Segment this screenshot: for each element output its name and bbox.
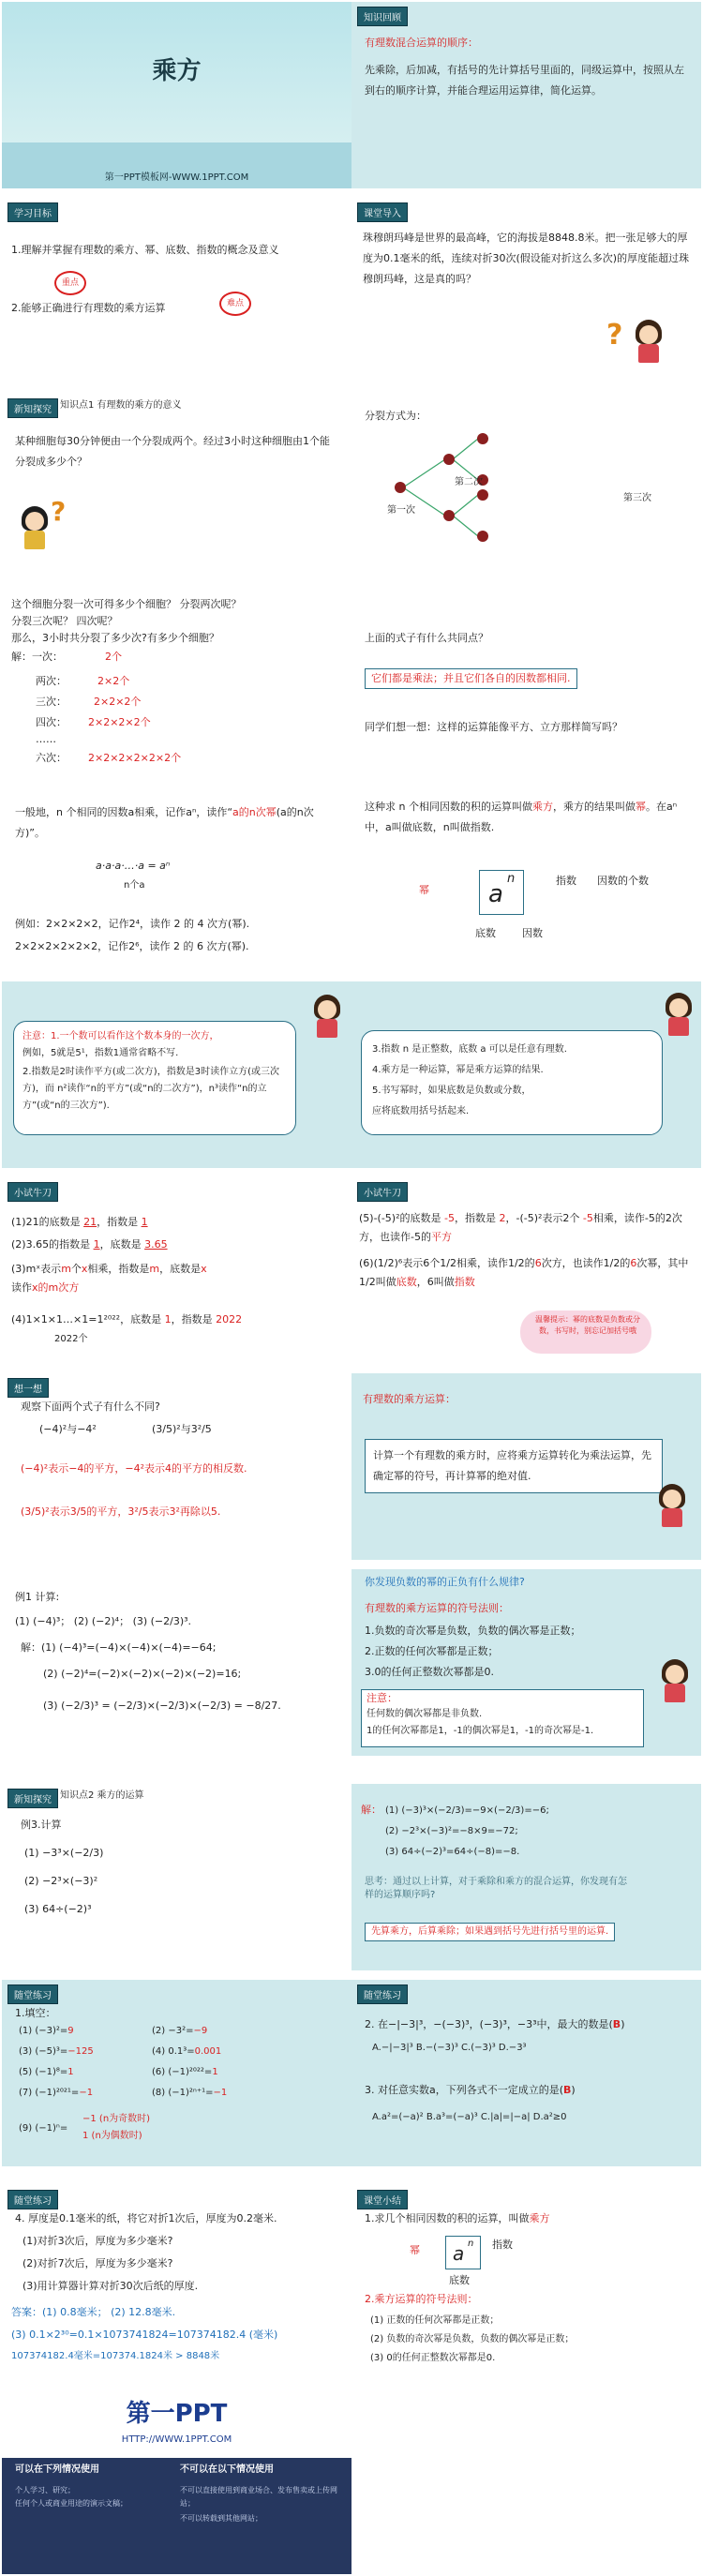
slide-think xyxy=(2,1373,352,1560)
q6-answer-c: 底数 xyxy=(396,1276,417,1288)
fill-4-a: 0.001 xyxy=(194,2046,222,2057)
fill-4-q: (4) 0.1³= xyxy=(152,2046,195,2057)
q5-text-d: 相乘，读作-5的2次方，也读作-5的 xyxy=(359,1212,682,1243)
q5-text: (5)-(-5)²的底数是 xyxy=(359,1212,441,1224)
q5-answer: -5 xyxy=(444,1212,455,1224)
calc-row-0: 解：一次： xyxy=(11,651,63,663)
mc-q3-options: A.a²=(−a)² B.a³=(−a)³ C.|a|=|−a| D.a²≥0 xyxy=(372,2112,567,2122)
intro-body: 珠穆朗玛峰是世界的最高峰，它的海拔是8848.8米。把一张足够大的厚度为0.1毫米的纸，连续对折30次(假设能对折这么多次)的厚度能超过珠穆朗玛峰，这是真的吗？ xyxy=(363,232,690,285)
division-title: 分裂方式为： xyxy=(365,410,426,422)
slide-division xyxy=(352,394,701,580)
q3-answer: m xyxy=(61,1263,71,1275)
slide-review xyxy=(352,2,701,188)
fill-3-a: −125 xyxy=(67,2046,94,2057)
slide-tag: 知识回顾 xyxy=(357,7,408,26)
mc-q2-end: ) xyxy=(621,2018,625,2030)
ex3-q3: (3) 64÷(−2)³ xyxy=(24,1903,92,1915)
common-answer: 它们都是乘法；并且它们各自的因数都相同. xyxy=(365,668,577,689)
calc-val-3: 2×2×2×2个 xyxy=(88,716,151,728)
slide-practice-2 xyxy=(352,1177,701,1364)
slide-tag: 随堂练习 xyxy=(7,1984,58,2004)
calc-line-3: 那么，3小时共分裂了多少次?有多少个细胞？ xyxy=(11,632,219,644)
sign-note-label: 注意： xyxy=(366,1692,397,1704)
label-second: 第二次 xyxy=(455,477,483,487)
division-tree xyxy=(352,394,701,580)
end-col-1: 可以在下列情况使用 xyxy=(15,2464,99,2475)
fill-7 xyxy=(19,2087,93,2100)
fold-answer: 答案：(1) 0.8毫米； (2) 12.8毫米. xyxy=(11,2306,176,2318)
question-mark: ? xyxy=(51,496,67,527)
note-line-4: 应将底数用括号括起来. xyxy=(372,1106,470,1116)
slide-power xyxy=(352,786,701,972)
example-title: 例1 计算: xyxy=(15,1591,60,1603)
calc-line-1: 这个细胞分裂一次可得多少个细胞？ 分裂两次呢？ xyxy=(11,598,242,610)
sol-1: (1) (−3)³×(−2/3)=−9×(−2/3)=−6; xyxy=(385,1805,549,1816)
summary-label-zhishu: 指数 xyxy=(492,2239,513,2251)
power-text-a: 这种求 n 个相同因数的积的运算叫做 xyxy=(365,801,532,813)
slide-sign-rule xyxy=(352,1569,701,1756)
fill-9: (9) (−1)ⁿ= xyxy=(19,2123,68,2134)
q6-text-c: 次幂，其中1/2叫做 xyxy=(359,1257,689,1288)
girl-illustration xyxy=(659,1659,691,1704)
rule-title: 有理数的乘方运算： xyxy=(363,1393,456,1405)
q4-answer: 1 xyxy=(164,1313,172,1325)
q6-answer-b: 6 xyxy=(630,1257,637,1269)
end-url: HTTP://WWW.1PPT.COM xyxy=(121,2434,232,2445)
practice-q1 xyxy=(11,1215,148,1230)
review-heading: 有理数混合运算的顺序： xyxy=(365,37,478,49)
fill-1 xyxy=(19,2025,74,2038)
think-expr-1: (−4)²与−4² xyxy=(39,1423,97,1435)
think-answer-2: (3/5)²表示3/5的平方，3²/5表示3²再除以5. xyxy=(21,1505,221,1518)
end-col-2a: 不可以直接使用到商业场合、发布售卖或上传网站； xyxy=(180,2486,337,2508)
goal-1: 1.理解并掌握有理数的乘方、幂、底数、指数的概念及意义 xyxy=(11,244,279,256)
power-text-e: 。在aⁿ中，a叫做底数，n叫做指数. xyxy=(365,801,678,833)
power-text-b: 乘方 xyxy=(531,801,553,813)
fill-8-q: (8) (−1)²ⁿ⁺¹= xyxy=(152,2088,214,2098)
sol-3: (3) 64÷(−2)³=64÷(−8)=−8. xyxy=(385,1847,520,1857)
fold-q2: (2)对折7次后，厚度为多少毫米? xyxy=(22,2257,173,2269)
mc-q3-end: ) xyxy=(571,2084,576,2096)
fill-2 xyxy=(152,2025,207,2038)
slide-rule xyxy=(352,1373,701,1560)
practice-brace: 2022个 xyxy=(54,1334,88,1344)
slide-tag: 想一想 xyxy=(7,1378,49,1398)
q1-text: (1)21的底数是 xyxy=(11,1216,81,1228)
fill-4 xyxy=(152,2045,221,2059)
slide-tag: 随堂练习 xyxy=(357,1984,408,2004)
q1-answer-b: 1 xyxy=(141,1216,148,1228)
q3-text: (3)mˣ表示 xyxy=(11,1263,62,1275)
q6-text: (6)(1/2)⁶表示6个1/2相乘，读作1/2的 xyxy=(359,1257,535,1269)
slide-calc xyxy=(2,590,352,776)
note-line-1: 3.指数 n 是正整数，底数 a 可以是任意有理数. xyxy=(372,1044,567,1055)
q2-text: (2)3.65的指数是 xyxy=(11,1238,91,1251)
common-think: 同学们想一想：这样的运算能像平方、立方那样简写吗？ xyxy=(365,721,622,733)
explore-sub: 知识点2 乘方的运算 xyxy=(60,1790,144,1801)
end-col-2b: 不可以转载到其他网站； xyxy=(180,2514,262,2523)
fill-9-a1: −1 (n为奇数时) xyxy=(82,2114,151,2124)
q5-text-b: ，指数是 xyxy=(454,1212,496,1224)
fill-3-q: (3) (−5)³= xyxy=(19,2046,68,2057)
sign-note-1: 任何数的偶次幂都是非负数. xyxy=(366,1709,483,1719)
calc-line-2: 分裂三次呢？ 四次呢？ xyxy=(11,615,118,627)
stamp-hard: 难点 xyxy=(219,292,251,316)
example-question: (1) (−4)³； (2) (−2)⁴； (3) (−2/3)³. xyxy=(15,1615,192,1627)
sign-rule-1: 1.负数的奇次幂是负数，负数的偶次幂是正数； xyxy=(365,1625,581,1637)
q5-answer-d: 平方 xyxy=(430,1231,452,1243)
end-logo: 第一PPT xyxy=(126,2400,228,2428)
fill-8 xyxy=(152,2087,227,2100)
fill-1-a: 9 xyxy=(67,2026,74,2036)
def-brace: n个a xyxy=(124,880,145,891)
sol-2: (2) −2³×(−3)²=−8×9=−72; xyxy=(385,1826,518,1836)
practice-q2 xyxy=(11,1237,168,1252)
ex3-title: 例3.计算 xyxy=(21,1819,62,1831)
fill-7-a: −1 xyxy=(79,2088,94,2098)
girl-illustration xyxy=(663,993,695,1038)
fold-answer-3b: 107374182.4毫米=107374.1824米 > 8848米 xyxy=(11,2351,220,2361)
summary-base: a xyxy=(453,2242,465,2265)
slide-note-2 xyxy=(352,981,701,1168)
explore-sub: 知识点1 有理数的乘方的意义 xyxy=(60,400,182,411)
ex3-q1: (1) −3³×(−2/3) xyxy=(24,1847,104,1859)
calc-val-1: 2×2个 xyxy=(97,675,130,687)
q5-text-c: ，-(-5)²表示2个 xyxy=(505,1212,580,1224)
q6-text-b: 次方，也读作1/2的 xyxy=(541,1257,631,1269)
end-col-1b: 任何个人或商业用途的演示文稿； xyxy=(15,2499,127,2508)
q4-text: (4)1×1×1…×1=1²⁰²²，底数是 xyxy=(11,1313,162,1325)
sign-rule-3: 3.0的任何正整数次幂都是0. xyxy=(365,1666,494,1678)
q5-answer-b: 2 xyxy=(499,1212,506,1224)
calc-row-ellipsis: …… xyxy=(36,733,56,745)
note-line-2: 4.乘方是一种运算，幂是乘方运算的结果. xyxy=(372,1065,544,1075)
q6-text-d: ，6叫做 xyxy=(416,1276,455,1288)
q3-text-d: ，底数是 xyxy=(159,1263,202,1275)
slide-tag: 新知探究 xyxy=(7,398,58,418)
sol-note: 思考：通过以上计算，对于乘除和乘方的混合运算，你发现有怎样的运算顺序吗? xyxy=(365,1877,627,1900)
def-example-1: 例如：2×2×2×2，记作2⁴，读作 2 的 4 次方(幂). xyxy=(15,918,250,930)
slide-tag: 新知探究 xyxy=(7,1789,58,1808)
explore-body: 某种细胞每30分钟便由一个分裂成两个。经过3小时这种细胞由1个能分裂成多少个？ xyxy=(15,435,330,468)
sol-banner: 先算乘方，后算乘除；如果遇到括号先进行括号里的运算. xyxy=(365,1923,615,1941)
q1-text-b: ，指数是 xyxy=(97,1216,139,1228)
q6-answer-d: 指数 xyxy=(454,1276,475,1288)
label-third: 第三次 xyxy=(623,493,651,503)
summary-label-dishu: 底数 xyxy=(449,2274,470,2286)
slide-tag: 小试牛刀 xyxy=(7,1182,58,1202)
q1-answer: 21 xyxy=(83,1216,97,1228)
tip-cloud-text: 温馨提示：幂的底数是负数或分数，书写时，别忘记加括号哦 xyxy=(535,1315,640,1335)
girl-illustration xyxy=(633,320,665,365)
slide-definition xyxy=(2,786,352,972)
mc-q2 xyxy=(365,2017,624,2032)
q2-answer: 1 xyxy=(93,1238,100,1251)
mc-q2-text: 2. 在−|−3|³，−(−3)³，(−3)³，−3³中，最大的数是( xyxy=(365,2018,613,2030)
calc-val-2: 2×2×2个 xyxy=(94,696,142,708)
q3-answer-d: x xyxy=(201,1263,207,1275)
slide-tag: 随堂练习 xyxy=(7,2190,58,2209)
slide-endcard xyxy=(2,2381,352,2574)
fill-9-a2: 1 (n为偶数时) xyxy=(82,2131,142,2141)
mc-q3 xyxy=(365,2083,576,2098)
def-formula: a·a·a·…·a = aⁿ xyxy=(96,860,171,872)
def-text-c: (a的n次方)”。 xyxy=(15,806,314,839)
girl-illustration xyxy=(311,995,343,1040)
q2-answer-b: 3.65 xyxy=(144,1238,168,1251)
summary-text-a: 1.求几个相同因数的积的运算，叫做 xyxy=(365,2212,530,2224)
slide-example-1 xyxy=(2,1569,352,1756)
slide-goals xyxy=(2,198,352,384)
review-body: 先乘除，后加减，有括号的先计算括号里面的，同级运算中，按照从左到右的顺序计算，并能合理运用运算律，简化运算。 xyxy=(365,64,684,97)
end-col-1a: 个人学习、研究； xyxy=(15,2486,75,2494)
summary-label-mi: 幂 xyxy=(410,2244,420,2256)
fold-question: 4. 厚度是0.1毫米的纸，将它对折1次后，厚度为0.2毫米. xyxy=(15,2212,277,2224)
calc-row-5: 六次： xyxy=(36,752,67,764)
power-label-mi: 幂 xyxy=(419,884,429,896)
slide-cover xyxy=(2,2,352,188)
power-label-dishu-r: 因数 xyxy=(522,927,543,939)
boy-illustration xyxy=(19,506,51,551)
power-exp: n xyxy=(507,872,516,886)
practice-q5 xyxy=(359,1209,696,1247)
slide-common xyxy=(352,590,701,776)
summary-exp: n xyxy=(468,2239,474,2249)
calc-row-3: 四次： xyxy=(36,716,67,728)
summary-title: 2.乘方运算的符号法则： xyxy=(365,2293,478,2305)
calc-val-5: 2×2×2×2×2×2个 xyxy=(88,752,182,764)
goal-2: 2.能够正确进行有理数的乘方运算 xyxy=(11,302,166,314)
slide-note-1 xyxy=(2,981,352,1168)
slide-summary xyxy=(352,2185,701,2372)
label-first: 第一次 xyxy=(387,505,415,516)
def-text-b: a的n次幂 xyxy=(232,806,277,818)
q2-text-b: ，底数是 xyxy=(99,1238,142,1251)
fold-q3: (3)用计算器计算对折30次后纸的厚度. xyxy=(22,2280,199,2292)
summary-rule-1: (1) 正数的任何次幂都是正数； xyxy=(370,2315,500,2326)
power-base: a xyxy=(488,880,503,908)
fill-2-a: −9 xyxy=(193,2026,208,2036)
slide-exercise-1 xyxy=(2,1980,352,2166)
cover-title: 乘方 xyxy=(152,57,202,85)
slide-solution-3 xyxy=(352,1784,701,1970)
def-line xyxy=(15,802,343,844)
summary-line-1 xyxy=(365,2211,550,2226)
note-line-3: 2.指数是2时读作平方(或二次方)，指数是3时读作立方(或三次方)，而 n²读作“n的平方”(或“n的二次方”)，n³读作“n的立方”(或“n的三次方”). xyxy=(22,1067,279,1111)
q3-text-e: 读作 xyxy=(11,1281,32,1294)
ex3-q2: (2) −2³×(−3)² xyxy=(24,1875,98,1887)
fill-1-q: (1) (−3)²= xyxy=(19,2026,68,2036)
fold-answer-3: (3) 0.1×2³⁰=0.1×1073741824=107374182.4 (毫米) xyxy=(11,2329,278,2341)
power-label-dishu: 底数 xyxy=(475,927,496,939)
stamp-key: 重点 xyxy=(54,271,86,295)
q4-answer-b: 2022 xyxy=(216,1313,243,1325)
slide-intro xyxy=(352,198,701,384)
rule-body: 计算一个有理数的乘方时，应将乘方运算转化为乘法运算，先确定幂的符号，再计算幂的绝对值. xyxy=(365,1439,663,1493)
example-step-1: 解：(1) (−4)³=(−4)×(−4)×(−4)=−64; xyxy=(21,1641,217,1654)
practice-q6 xyxy=(359,1254,696,1292)
think-answer-1: (−4)²表示−4的平方，−4²表示4的平方的相反数. xyxy=(21,1462,247,1475)
note-line-3: 5.书写幂时，如果底数是负数或分数， xyxy=(372,1086,531,1096)
power-label-zhishu: 指数 xyxy=(556,875,576,887)
slide-tag: 课堂小结 xyxy=(357,2190,408,2209)
q3-answer-c: m xyxy=(149,1263,160,1275)
note-line-1: 注意：1.一个数可以看作这个数本身的一次方， xyxy=(22,1031,219,1041)
girl-illustration xyxy=(656,1484,688,1529)
q3-text-b: 个 xyxy=(70,1263,82,1275)
q3-text-c: 相乘，指数是 xyxy=(87,1263,150,1275)
mc-q3-answer: B xyxy=(563,2084,572,2096)
sign-note-2: 1的任何次幂都是1，-1的偶次幂是1，-1的奇次幂是-1. xyxy=(366,1726,594,1736)
sign-title: 有理数的乘方运算的符号法则： xyxy=(365,1602,509,1614)
q3-answer-b: x xyxy=(81,1263,88,1275)
power-line xyxy=(365,797,693,838)
sign-rule-2: 2.正数的任何次幂都是正数； xyxy=(365,1645,499,1657)
note-line-2: 例如，5就是5¹，指数1通常省略不写. xyxy=(22,1048,179,1058)
fill-6 xyxy=(152,2066,218,2079)
q5-answer-c: -5 xyxy=(582,1212,593,1224)
q6-answer: 6 xyxy=(534,1257,542,1269)
slide-exercise-3 xyxy=(2,2185,352,2372)
def-example-2: 2×2×2×2×2×2，记作2⁶，读作 2 的 6 次方(幂). xyxy=(15,940,249,952)
summary-rule-2: (2) 负数的奇次幂是负数，负数的偶次幂是正数； xyxy=(370,2334,575,2344)
fold-q1: (1)对折3次后，厚度为多少毫米? xyxy=(22,2235,173,2247)
summary-rule-3: (3) 0的任何正整数次幂都是0. xyxy=(370,2353,496,2363)
fill-5 xyxy=(19,2066,74,2079)
think-expr-2: (3/5)²与3²/5 xyxy=(152,1423,212,1435)
power-text-d: 幂 xyxy=(635,801,646,813)
mc-q3-text: 3. 对任意实数a，下列各式不一定成立的是( xyxy=(365,2084,564,2096)
fill-3 xyxy=(19,2045,94,2059)
slide-tag: 课堂导入 xyxy=(357,202,408,222)
sol-label: 解： xyxy=(361,1804,381,1816)
think-question: 观察下面两个式子有什么不同? xyxy=(21,1400,160,1413)
practice-q4: (4)1×1×1…×1=1²⁰²²，底数是 1，指数是 2022 xyxy=(11,1313,243,1325)
fill-5-q: (5) (−1)⁸= xyxy=(19,2067,68,2077)
example-step-2: (2) (−2)⁴=(−2)×(−2)×(−2)×(−2)=16; xyxy=(43,1668,242,1680)
calc-val-0: 2个 xyxy=(105,651,122,663)
slide-practice-1 xyxy=(2,1177,352,1364)
fill-6-a: 1 xyxy=(212,2067,218,2077)
slide-tag: 学习目标 xyxy=(7,202,58,222)
fill-title: 1.填空： xyxy=(15,2007,56,2019)
summary-text-b: 乘方 xyxy=(529,2212,550,2224)
sign-question: 你发现负数的幂的正负有什么规律? xyxy=(365,1576,525,1588)
slide-exercise-2 xyxy=(352,1980,701,2166)
practice-q3 xyxy=(11,1260,339,1297)
example-step-3: (3) (−2/3)³ = (−2/3)×(−2/3)×(−2/3) = −8/27. xyxy=(43,1700,281,1712)
slide-explore-1 xyxy=(2,394,352,580)
common-question: 上面的式子有什么共同点？ xyxy=(365,632,488,644)
q3-answer-e: x的m次方 xyxy=(32,1281,80,1294)
fill-7-q: (7) (−1)²⁰²¹= xyxy=(19,2088,80,2098)
calc-row-2: 三次： xyxy=(36,696,67,708)
mc-q2-answer: B xyxy=(612,2018,621,2030)
mc-q2-options: A.−|−3|³ B.−(−3)³ C.(−3)³ D.−3³ xyxy=(372,2043,527,2053)
cover-footer: 第一PPT模板网-WWW.1PPT.COM xyxy=(104,172,249,183)
fill-8-a: −1 xyxy=(213,2088,228,2098)
question-mark: ? xyxy=(606,319,623,352)
power-label-zhishu-r: 因数的个数 xyxy=(597,875,649,887)
def-text-a: 一般地，n 个相同的因数a相乘，记作aⁿ，读作“ xyxy=(15,806,233,818)
calc-row-1: 两次： xyxy=(36,675,67,687)
slide-example-3 xyxy=(2,1784,352,1970)
fill-2-q: (2) −3²= xyxy=(152,2026,194,2036)
slide-tag: 小试牛刀 xyxy=(357,1182,408,1202)
fill-5-a: 1 xyxy=(67,2067,74,2077)
power-text-c: ，乘方的结果叫做 xyxy=(552,801,636,813)
fill-6-q: (6) (−1)²⁰²²= xyxy=(152,2067,213,2077)
end-col-2: 不可以在以下情况使用 xyxy=(180,2464,274,2475)
